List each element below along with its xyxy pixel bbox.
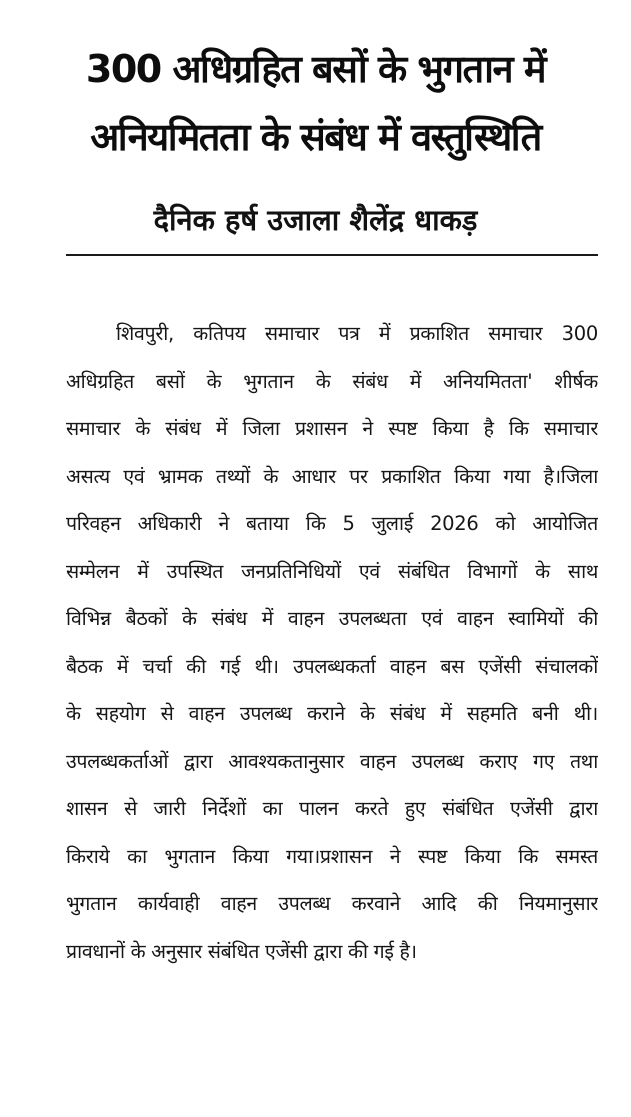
- body-line: अधिग्रहित बसों के भुगतान के संबंध में अनियमितता' शीर्षक: [66, 369, 598, 393]
- body-line: उपलब्धकर्ताओं द्वारा आवश्यकतानुसार वाहन उपलब्ध कराए गए तथा: [66, 749, 598, 773]
- body-line: असत्य एवं भ्रामक तथ्यों के आधार पर प्रकाशित किया गया है।जिला: [66, 464, 598, 488]
- body-line: बैठक में चर्चा की गई थी। उपलब्धकर्ता वाहन बस एजेंसी संचालकों: [66, 654, 598, 678]
- body-line: भुगतान कार्यवाही वाहन उपलब्ध करवाने आदि की नियमानुसार: [66, 892, 598, 915]
- body-line: विभिन्न बैठकों के संबंध में वाहन उपलब्धता एवं वाहन स्वामियों की: [66, 607, 598, 630]
- headline-line-1: 300 अधिग्रहित बसों के भुगतान में: [85, 47, 546, 91]
- headline-line-2: अनियमितता के संबंध में वस्तुस्थिति: [90, 115, 541, 159]
- byline-underline-rule: [66, 254, 598, 256]
- body-line: समाचार के संबंध में जिला प्रशासन ने स्पष्ट किया है कि समाचार: [66, 417, 598, 440]
- body-line: शासन से जारी निर्देशों का पालन करते हुए संबंधित एजेंसी द्वारा: [66, 797, 598, 820]
- body-line: परिवहन अधिकारी ने बताया कि 5 जुलाई 2026 को आयोजित: [66, 512, 598, 535]
- body-line: शिवपुरी, कतिपय समाचार पत्र में प्रकाशित समाचार 300: [116, 322, 598, 345]
- body-line: प्रावधानों के अनुसार संबंधित एजेंसी द्वारा की गई है।: [66, 939, 417, 963]
- body-line: किराये का भुगतान किया गया।प्रशासन ने स्पष्ट किया कि समस्त: [66, 844, 598, 868]
- article-body: [66, 310, 598, 975]
- byline: दैनिक हर्ष उजाला शैलेंद्र धाकड़: [153, 203, 478, 237]
- body-line: के सहयोग से वाहन उपलब्ध कराने के संबंध में सहमति बनी थी।: [66, 702, 598, 725]
- body-line: सम्मेलन में उपस्थित जनप्रतिनिधियों एवं संबंधित विभागों के साथ: [66, 559, 598, 583]
